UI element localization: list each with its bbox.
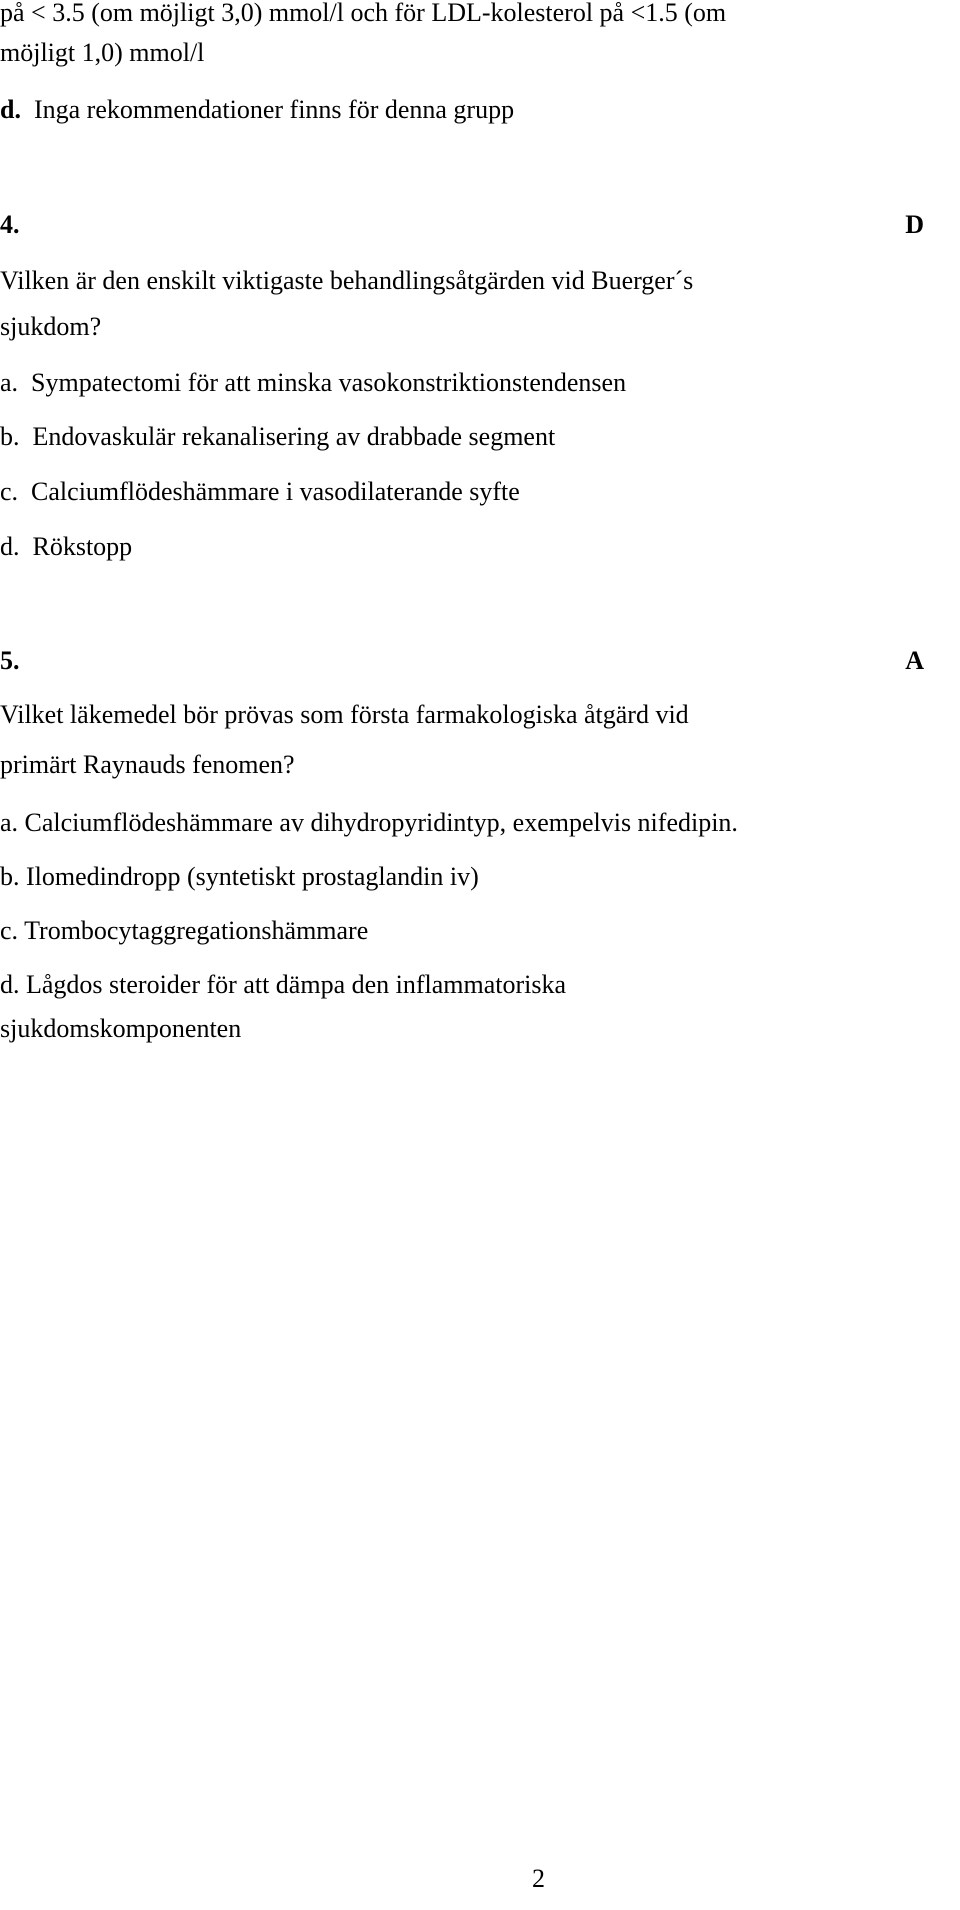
question-text-line-2: primärt Raynauds fenomen? bbox=[0, 750, 295, 779]
question-number: 4. bbox=[0, 210, 20, 239]
option-d-continuation: sjukdomskomponenten bbox=[0, 1014, 242, 1043]
option-text: Endovaskulär rekanalisering av drabbade segment bbox=[32, 422, 556, 451]
option-c: c. Trombocytaggregationshämmare bbox=[0, 916, 369, 945]
option-label: d. bbox=[0, 532, 20, 561]
continuation-line-2: möjligt 1,0) mmol/l bbox=[0, 38, 205, 67]
option-text: Calciumflödeshämmare i vasodilaterande syfte bbox=[31, 477, 520, 506]
option-b: b. Ilomedindropp (syntetiskt prostaglandin iv) bbox=[0, 862, 479, 891]
question-text-line-1: Vilket läkemedel bör prövas som första farmakologiska åtgärd vid bbox=[0, 700, 689, 729]
question-number: 5. bbox=[0, 646, 20, 675]
option-text: Sympatectomi för att minska vasokonstriktionstendensen bbox=[31, 368, 627, 397]
option-text: Inga rekommendationer finns för denna grupp bbox=[33, 95, 515, 124]
answer-key: D bbox=[905, 210, 924, 239]
option-d: d. Lågdos steroider för att dämpa den inflammatoriska bbox=[0, 970, 567, 999]
question-text-line-1: Vilken är den enskilt viktigaste behandlingsåtgärden vid Buerger´s bbox=[0, 266, 694, 295]
option-label: d. bbox=[0, 95, 21, 124]
option-label: b. bbox=[0, 422, 20, 451]
option-c bbox=[0, 479, 520, 505]
option-text: Rökstopp bbox=[32, 532, 133, 561]
question-text-line-2: sjukdom? bbox=[0, 312, 102, 341]
option-d bbox=[0, 534, 132, 560]
option-label: c. bbox=[0, 477, 19, 506]
continuation-line-1: på < 3.5 (om möjligt 3,0) mmol/l och för LDL-kolesterol på <1.5 (om bbox=[0, 0, 727, 27]
continuation-option-d bbox=[0, 97, 514, 123]
answer-key: A bbox=[905, 646, 924, 675]
page-number: 2 bbox=[532, 1864, 545, 1893]
option-b bbox=[0, 424, 555, 450]
option-a bbox=[0, 370, 626, 396]
option-a: a. Calciumflödeshämmare av dihydropyridintyp, exempelvis nifedipin. bbox=[0, 808, 738, 837]
option-label: a. bbox=[0, 368, 19, 397]
